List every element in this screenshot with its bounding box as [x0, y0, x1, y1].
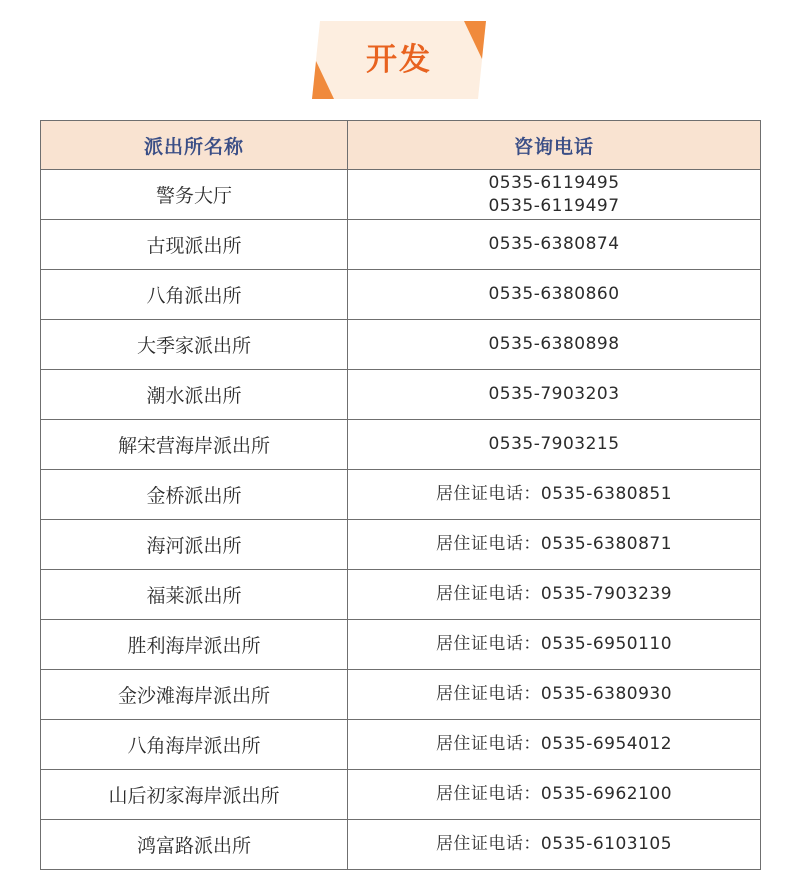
table-row	[41, 820, 761, 870]
phone-number: 0535-7903215	[488, 434, 620, 454]
station-name-cell: 八角派出所	[41, 270, 348, 320]
page-title: 开发	[366, 42, 432, 78]
station-name-cell: 解宋营海岸派出所	[41, 420, 348, 470]
phone-number: 居住证电话：0535-6954012	[435, 734, 673, 754]
table-row	[41, 670, 761, 720]
phone-number: 0535-6119495	[488, 172, 620, 193]
phone-cell	[348, 820, 761, 870]
phone-cell	[348, 620, 761, 670]
police-station-table	[40, 120, 761, 870]
table-row	[41, 270, 761, 320]
phone-number: 居住证电话：0535-6962100	[435, 784, 673, 804]
station-name-cell: 警务大厅	[41, 170, 348, 220]
header-station-name: 派出所名称	[41, 121, 348, 170]
phone-cell	[348, 470, 761, 520]
table-row	[41, 520, 761, 570]
station-name-cell: 古现派出所	[41, 220, 348, 270]
table-row	[41, 770, 761, 820]
phone-number: 0535-6380898	[488, 334, 620, 354]
phone-cell	[348, 670, 761, 720]
phone-number: 0535-6380860	[488, 284, 620, 304]
phone-number: 居住证电话：0535-6950110	[435, 634, 673, 654]
phone-cell	[348, 270, 761, 320]
phone-number: 居住证电话：0535-6103105	[435, 834, 673, 854]
station-name-cell: 福莱派出所	[41, 570, 348, 620]
header-phone: 咨询电话	[348, 121, 761, 170]
table-row	[41, 370, 761, 420]
station-name-cell: 八角海岸派出所	[41, 720, 348, 770]
station-name-cell: 海河派出所	[41, 520, 348, 570]
phone-cell	[348, 220, 761, 270]
station-name-cell: 潮水派出所	[41, 370, 348, 420]
phone-cell	[348, 570, 761, 620]
phone-number: 0535-7903203	[488, 384, 620, 404]
phone-cell	[348, 170, 761, 220]
station-name-cell: 鸿富路派出所	[41, 820, 348, 870]
table-row	[41, 570, 761, 620]
phone-number: 居住证电话：0535-6380871	[435, 534, 673, 554]
station-name-cell: 金桥派出所	[41, 470, 348, 520]
station-name-cell: 金沙滩海岸派出所	[41, 670, 348, 720]
station-name-cell: 大季家派出所	[41, 320, 348, 370]
phone-number: 居住证电话：0535-6380930	[435, 684, 673, 704]
table-row	[41, 620, 761, 670]
table-row	[41, 420, 761, 470]
title-banner	[312, 21, 486, 99]
table-row	[41, 220, 761, 270]
phone-cell	[348, 770, 761, 820]
phone-number: 0535-6380874	[488, 234, 620, 254]
phone-cell	[348, 320, 761, 370]
table-row	[41, 720, 761, 770]
table-row	[41, 320, 761, 370]
table-body	[41, 170, 761, 870]
phone-number: 居住证电话：0535-6380851	[435, 484, 673, 504]
phone-number: 0535-6119497	[488, 195, 620, 216]
phone-cell	[348, 420, 761, 470]
station-name-cell: 胜利海岸派出所	[41, 620, 348, 670]
phone-number: 居住证电话：0535-7903239	[435, 584, 673, 604]
station-name-cell: 山后初家海岸派出所	[41, 770, 348, 820]
table-row	[41, 470, 761, 520]
table-row	[41, 170, 761, 220]
table-header-row	[41, 121, 761, 170]
phone-cell	[348, 720, 761, 770]
phone-cell	[348, 520, 761, 570]
phone-cell	[348, 370, 761, 420]
